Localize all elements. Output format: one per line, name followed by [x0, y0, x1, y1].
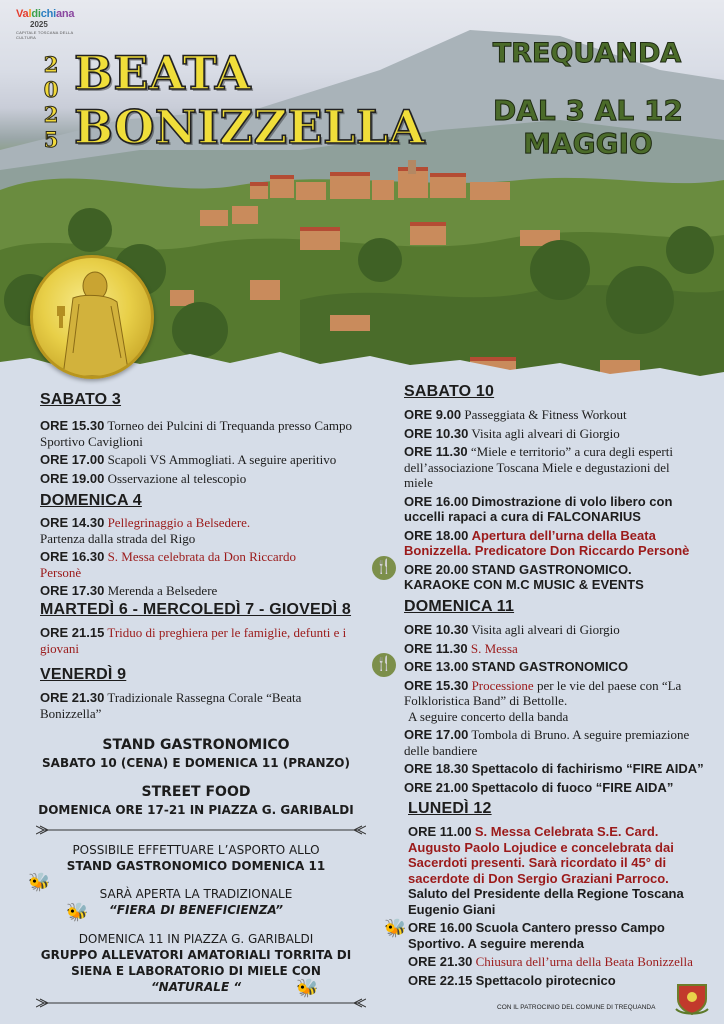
event-item: ORE 16.30 S. Messa celebrata da Don Riccardo Personè [40, 549, 297, 580]
event-title: BEATA BONIZZELLA [74, 46, 425, 154]
day-heading: SABATO 10 [404, 383, 495, 400]
street-food-title: STREET FOOD [141, 784, 251, 800]
event-item: ORE 21.15 Triduo di preghiera per le famiglie, defunti e i giovani [40, 625, 347, 656]
day-heading: SABATO 3 [40, 391, 122, 408]
bee-icon: 🐝 [66, 902, 89, 922]
section-sabato-10 [404, 383, 696, 596]
section-domenica-4 [40, 492, 330, 602]
event-note: Partenza dalla strada del Rigo [40, 530, 196, 546]
event-item: ORE 18.00 Apertura dell’urna della Beata Bonizzella. Predicatore Don Riccardo Personè [404, 527, 690, 558]
day-heading: LUNEDÌ 12 [408, 800, 492, 817]
ornament-divider [36, 998, 366, 1008]
event-item: ORE 11.30 S. Messa [404, 640, 518, 656]
allevatori-line1: DOMENICA 11 IN PIAZZA G. GARIBALDI [78, 932, 314, 946]
stand-title: STAND GASTRONOMICO [102, 737, 290, 753]
event-note: A seguire concerto della banda [408, 708, 569, 724]
section-venerdi-9 [40, 666, 340, 721]
bee-icon: 🐝 [28, 872, 51, 892]
event-item: ORE 21.30 Tradizionale Rassegna Corale “Beata Bonizzella” [40, 690, 302, 721]
place-name: TREQUANDA [492, 38, 682, 69]
fork-knife-icon: 🍴 [372, 556, 396, 580]
event-item: ORE 13.00 STAND GASTRONOMICO [404, 659, 629, 674]
day-heading: DOMENICA 11 [404, 598, 515, 615]
saint-medallion [30, 255, 154, 379]
section-domenica-11 [404, 598, 704, 798]
section-triduo [40, 601, 370, 656]
bee-icon: 🐝 [296, 978, 319, 998]
asporto-line1: POSSIBILE EFFETTUARE L’ASPORTO ALLO [72, 843, 320, 857]
event-item: ORE 17.00 Scapoli VS Ammogliati. A seguire aperitivo [40, 452, 337, 467]
asporto-line2: STAND GASTRONOMICO DOMENICA 11 [66, 859, 326, 873]
street-food-schedule: DOMENICA ORE 17-21 IN PIAZZA G. GARIBALDI [38, 803, 354, 817]
event-item: ORE 11.30 “Miele e territorio” a cura degli esperti dell’associazione Toscana Miele e degustazioni del miele [404, 444, 673, 490]
day-heading: MARTEDÌ 6 - MERCOLEDÌ 7 - GIOVEDÌ 8 [40, 601, 352, 618]
event-item: ORE 20.00 STAND GASTRONOMICO. KARAOKE CON M.C MUSIC & EVENTS [404, 561, 644, 592]
day-heading: VENERDÌ 9 [40, 666, 127, 683]
saint-figure-icon [33, 258, 151, 376]
bee-icon: 🐝 [384, 918, 407, 938]
stand-schedule: SABATO 10 (CENA) E DOMENICA 11 (PRANZO) [42, 756, 350, 770]
event-item: ORE 14.30 Pellegrinaggio a Belsedere. [40, 515, 251, 530]
event-item: ORE 17.30 Merenda a Belsedere [40, 583, 218, 598]
fork-knife-icon: 🍴 [372, 653, 396, 677]
event-list [40, 418, 380, 486]
ornament-divider [36, 825, 366, 835]
event-item: ORE 9.00 Passeggiata & Fitness Workout [404, 407, 627, 422]
valdichiana-logo: Valdichiana 2025 CAPITALE TOSCANA DELLA CULTURA [16, 8, 75, 40]
event-item: ORE 18.30 Spettacolo di fachirismo “FIRE AIDA” [404, 761, 704, 776]
event-item: ORE 21.30 Chiusura dell’urna della Beata Bonizzella [408, 954, 693, 969]
event-item: ORE 21.00 Spettacolo di fuoco “FIRE AIDA” [404, 779, 674, 795]
fiera-line2: “FIERA DI BENEFICIENZA” [109, 903, 283, 917]
section-lunedi-12 [408, 800, 704, 991]
event-item: ORE 19.00 Osservazione al telescopio [40, 470, 247, 486]
allevatori-line4: “NATURALE “ [150, 980, 242, 994]
event-note: Saluto del Presidente della Regione Toscana Eugenio Giani [408, 886, 684, 917]
year-vertical: 2 0 2 5 [43, 52, 59, 152]
event-item: ORE 17.00 Tombola di Bruno. A seguire premiazione delle bandiere [404, 727, 690, 758]
event-item: ORE 16.00 Scuola Cantero presso Campo Sportivo. A seguire merenda [408, 920, 665, 951]
event-item: ORE 10.30 Visita agli alveari di Giorgio [404, 425, 620, 441]
day-heading: DOMENICA 4 [40, 492, 142, 509]
fiera-line1: SARÀ APERTA LA TRADIZIONALE [99, 887, 293, 901]
event-item: ORE 22.15 Spettacolo pirotecnico [408, 972, 616, 988]
event-item: ORE 15.30 Processione per le vie del paese con “La Folkloristica Band” di Bettolle. [404, 677, 682, 708]
event-item: ORE 16.00 Dimostrazione di volo libero con uccelli rapaci a cura di FALCONARIUS [404, 493, 673, 524]
municipality-crest-icon [674, 981, 710, 1015]
patronage-note: CON IL PATROCINIO DEL COMUNE DI TREQUANDA [497, 1004, 656, 1011]
allevatori-line2: GRUPPO ALLEVATORI AMATORIALI TORRITA DI [40, 948, 352, 962]
allevatori-line3: SIENA E LABORATORIO DI MIELE CON [71, 964, 321, 978]
section-sabato-3 [40, 391, 380, 489]
event-item: ORE 15.30 Torneo dei Pulcini di Trequanda presso Campo Sportivo Caviglioni [40, 418, 352, 449]
event-item: ORE 11.00 S. Messa Celebrata S.E. Card. Augusto Paolo Lojudice e concelebrata dai Sacerdoti presenti. Sarà ricordato il 45° di sacerdote di Don Sergio Graziani Parroco. [408, 824, 674, 886]
event-item: ORE 10.30 Visita agli alveari di Giorgio [404, 622, 620, 637]
event-dates: DAL 3 AL 12 MAGGIO [493, 94, 683, 160]
